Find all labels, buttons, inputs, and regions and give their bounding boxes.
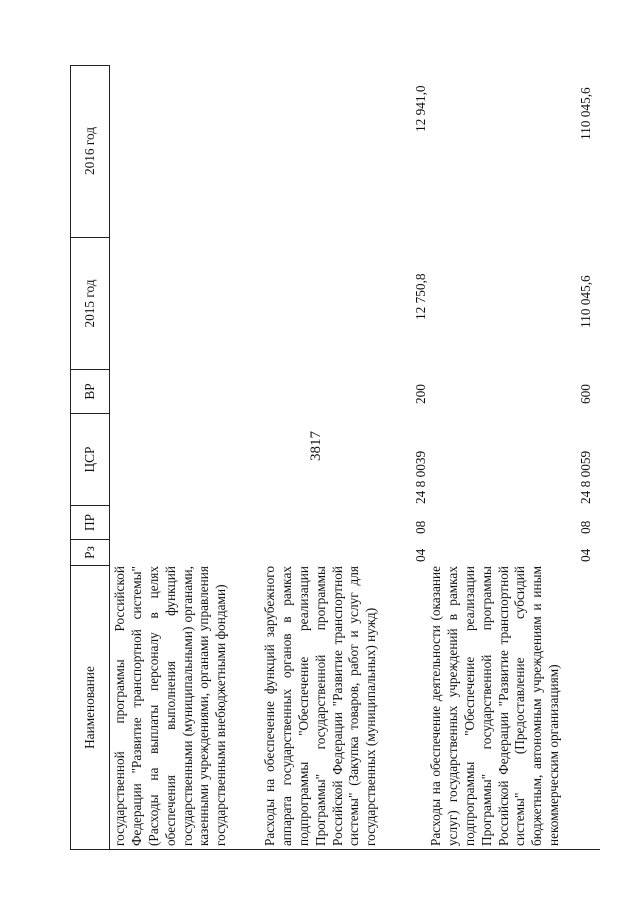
row-name: Расходы на обеспечение функций зарубежного аппарата государственных органов в рамках подпрограммы "Обеспечение реализации Программы" государственной программы Российской Федерации "Развитие транспортной системы" (Закупка товаров, работ и услуг для государственных (муниципальных) нужд) (262, 566, 379, 846)
table-body (110, 65, 600, 850)
header-csr: ЦСР (71, 413, 109, 505)
row-csr: 24 8 0059 (578, 450, 593, 504)
row-2015: 110 045,6 (578, 275, 593, 328)
page-number: 3817 (308, 431, 324, 461)
row-2016: 12 941,0 (413, 85, 428, 132)
row-vr: 200 (413, 384, 428, 404)
row-2015: 12 750,8 (413, 273, 428, 320)
row-pr: 08 (578, 520, 593, 534)
row-name: Расходы на обеспечение деятельности (оказание услуг) государственных учреждений в рамках подпрограммы "Обеспечение реализации Программы" государственной программы Российской Федерации "Развитие транспортной системы" (Предоставление субсидий бюджетным, автономным учреждениям и иным некоммерческим организациям) (428, 566, 562, 846)
table-header (70, 65, 110, 850)
row-2016: 110 045,6 (578, 87, 593, 140)
row-pr: 08 (413, 520, 428, 534)
row-csr: 24 8 0039 (413, 450, 428, 504)
row-vr: 600 (578, 384, 593, 404)
row-name: государственной программы Российской Федерации "Развитие транспортной системы" (Расходы на выплаты персоналу в целях обеспечения выполнения функций государственными (муниципальными) органами, казенными учреждениями, органами управления государственными внебюджетными фондами) (112, 566, 229, 846)
header-vr: ВР (71, 369, 109, 413)
header-2016: 2016 год (82, 126, 97, 176)
header-name: Наименование (71, 565, 109, 849)
row-rz: 04 (578, 548, 593, 562)
header-rz: Рз (71, 539, 109, 565)
row-rz: 04 (413, 548, 428, 562)
budget-table (70, 65, 600, 850)
table-left-border (110, 849, 600, 850)
header-pr: ПР (71, 505, 109, 539)
header-2015: 2015 год (71, 237, 109, 369)
